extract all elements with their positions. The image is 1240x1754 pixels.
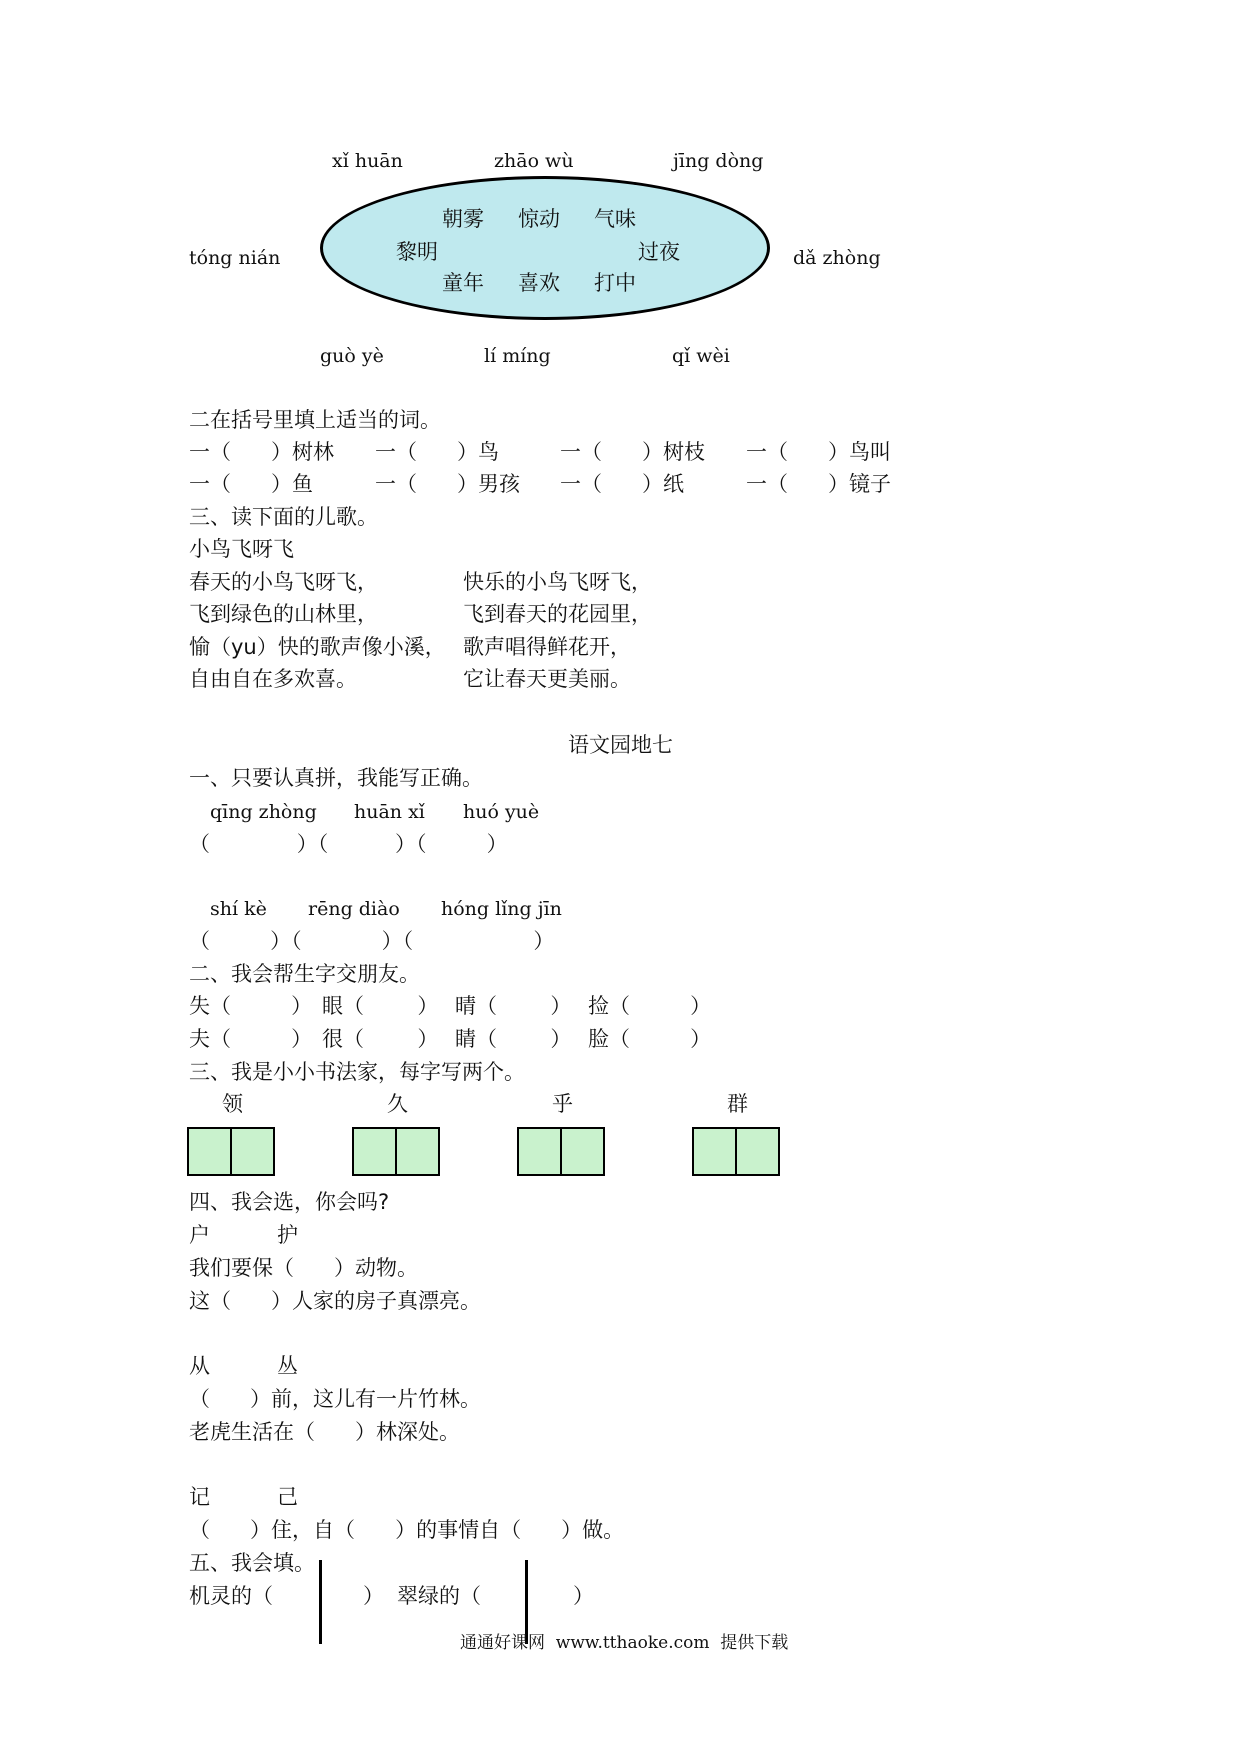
ellipse-word: 喜欢	[518, 271, 560, 295]
fill-phrase: 翠绿的（	[397, 1584, 481, 1608]
writing-grid[interactable]	[517, 1127, 605, 1176]
pinyin-huoyue: huó yuè	[463, 801, 540, 823]
footer-credit: 通通好课网 www.tthaoke.com 提供下载	[460, 1633, 789, 1653]
pinyin-jingdong: jīng dòng	[673, 150, 764, 172]
pinyin-dazhong: dǎ zhòng	[793, 247, 881, 269]
fill-blank: 一（ ）鸟	[375, 440, 500, 464]
calligraphy-char: 乎	[552, 1092, 573, 1116]
calligraphy-char: 群	[727, 1092, 748, 1116]
fill-blank: 一（ ）鱼	[189, 472, 314, 496]
char-blank: 失（ ）	[189, 994, 313, 1018]
ellipse-word: 黎明	[396, 240, 438, 264]
fill-phrase: ）	[363, 1584, 384, 1608]
char-blank: 晴（ ）	[455, 994, 572, 1018]
pinyin-zhaowu: zhāo wù	[494, 150, 574, 172]
ellipse-word: 过夜	[638, 240, 680, 264]
option-char: 己	[277, 1485, 298, 1509]
section3-title: 三、读下面的儿歌。	[189, 505, 378, 529]
choice-sentence: （ ）住，自（ ）的事情自（ ）做。	[189, 1518, 625, 1542]
option-char: 记	[189, 1485, 210, 1509]
choice-sentence: （ ）前，这儿有一片竹林。	[189, 1387, 482, 1411]
writing-grid[interactable]	[692, 1127, 780, 1176]
garden-heading: 语文园地七	[568, 733, 673, 757]
section2-title: 二在括号里填上适当的词。	[189, 408, 441, 432]
calligraphy-char: 领	[222, 1092, 243, 1116]
char-blank: 捡（ ）	[588, 994, 712, 1018]
ellipse-word: 童年	[442, 271, 484, 295]
choice-sentence: 这（ ）人家的房子真漂亮。	[189, 1289, 482, 1313]
fill-blank: 一（ ）男孩	[375, 472, 521, 496]
char-blank: 很（ ）	[322, 1027, 439, 1051]
q5-title: 五、我会填。	[189, 1551, 315, 1575]
calligraphy-char: 久	[387, 1092, 408, 1116]
fill-blank: 一（ ）镜子	[746, 472, 892, 496]
poem-line: 愉（yu）快的歌声像小溪，	[189, 635, 446, 659]
q1-brackets: （ ）（ ）（ ）	[189, 929, 555, 953]
poem-line: 它让春天更美丽。	[463, 667, 631, 691]
q2-title: 二、我会帮生字交朋友。	[189, 962, 420, 986]
poem-line: 飞到绿色的山林里，	[189, 602, 378, 626]
choice-sentence: 老虎生活在（ ）林深处。	[189, 1420, 461, 1444]
pinyin-xihuan: xǐ huān	[332, 150, 403, 172]
pinyin-rengdiao: rēng diào	[308, 898, 400, 920]
ellipse-word: 气味	[594, 207, 636, 231]
word-ellipse	[320, 176, 770, 320]
ellipse-word: 朝雾	[442, 207, 484, 231]
pinyin-qingzhong: qīng zhòng	[210, 801, 317, 823]
fill-blank: 一（ ）树林	[189, 440, 335, 464]
fill-blank: 一（ ）树枝	[560, 440, 706, 464]
char-blank: 夫（ ）	[189, 1027, 313, 1051]
divider-line	[319, 1560, 322, 1644]
q1-brackets: （ ）（ ）（ ）	[189, 832, 508, 856]
pinyin-huanxi: huān xǐ	[354, 801, 425, 823]
q1-title: 一、只要认真拼，我能写正确。	[189, 766, 483, 790]
writing-grid[interactable]	[352, 1127, 440, 1176]
writing-grid[interactable]	[187, 1127, 275, 1176]
ellipse-word: 打中	[594, 271, 636, 295]
char-blank: 睛（ ）	[455, 1027, 572, 1051]
poem-line: 飞到春天的花园里，	[463, 602, 652, 626]
pinyin-qiwei: qǐ wèi	[672, 345, 730, 367]
char-blank: 眼（ ）	[322, 994, 439, 1018]
poem-line: 春天的小鸟飞呀飞，	[189, 570, 378, 594]
pinyin-guoye: guò yè	[320, 345, 384, 367]
fill-blank: 一（ ）鸟叫	[746, 440, 892, 464]
pinyin-shike: shí kè	[210, 898, 267, 920]
option-char: 从	[189, 1354, 210, 1378]
poem-line: 自由自在多欢喜。	[189, 667, 357, 691]
poem-line: 歌声唱得鲜花开，	[463, 635, 631, 659]
poem-title: 小鸟飞呀飞	[189, 537, 294, 561]
pinyin-tongnian: tóng nián	[189, 247, 281, 269]
char-blank: 脸（ ）	[588, 1027, 712, 1051]
q4-title: 四、我会选，你会吗?	[189, 1190, 390, 1214]
option-char: 户	[189, 1223, 210, 1247]
fill-phrase: 机灵的（	[189, 1584, 273, 1608]
q3-title: 三、我是小小书法家，每字写两个。	[189, 1060, 525, 1084]
fill-blank: 一（ ）纸	[560, 472, 685, 496]
poem-line: 快乐的小鸟飞呀飞，	[463, 570, 652, 594]
choice-sentence: 我们要保（ ）动物。	[189, 1256, 419, 1280]
pinyin-honglingjin: hóng lǐng jīn	[441, 898, 562, 920]
pinyin-liming: lí míng	[484, 345, 551, 367]
fill-phrase: ）	[573, 1584, 594, 1608]
option-char: 护	[277, 1223, 298, 1247]
option-char: 丛	[277, 1354, 298, 1378]
ellipse-word: 惊动	[518, 207, 560, 231]
